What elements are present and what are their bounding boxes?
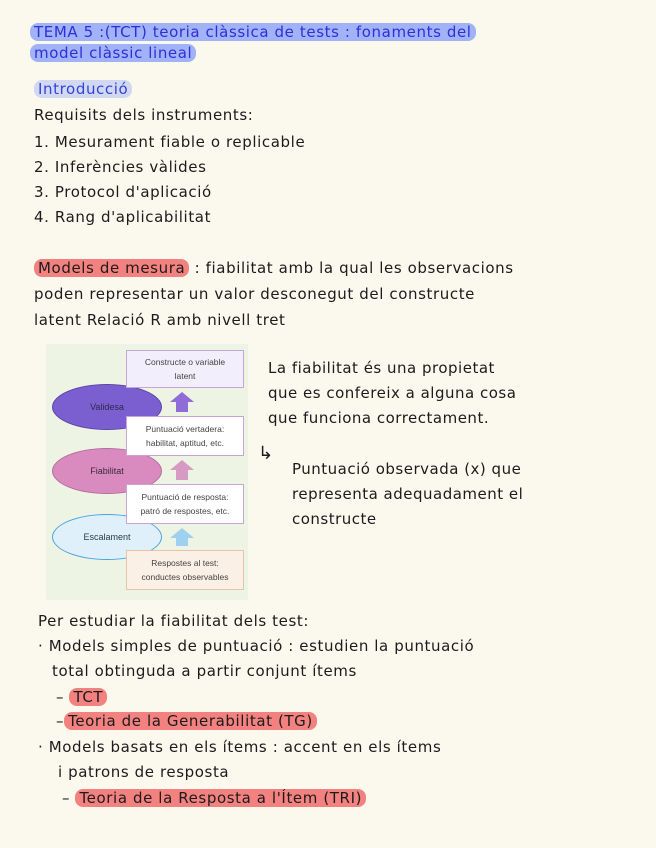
- note-line: representa adequadament el: [292, 485, 524, 503]
- models-line3: latent Relació R amb nivell tret: [34, 311, 286, 329]
- requirement-item: 3. Protocol d'aplicació: [34, 183, 212, 201]
- arrow-stem-icon: [176, 470, 188, 480]
- sub-item: – Teoria de la Resposta a l'Ítem (TRI): [62, 789, 366, 807]
- models-line1: Models de mesura : fiabilitat amb la qual les observacions: [34, 259, 514, 277]
- sub-item: – TCT: [56, 688, 107, 706]
- arrow-up-icon: [170, 392, 194, 402]
- title-line1: TEMA 5 :(TCT) teoria clàssica de tests : fonaments del: [30, 23, 476, 41]
- requirement-item: 1. Mesurament fiable o replicable: [34, 133, 306, 151]
- requirement-item: 4. Rang d'aplicabilitat: [34, 208, 212, 226]
- arrow-up-icon: [170, 460, 194, 470]
- study-heading: Per estudiar la fiabilitat dels test:: [38, 612, 309, 630]
- intro-heading: Introducció: [34, 80, 132, 98]
- box-respostes-test: Respostes al test: conductes observables: [126, 550, 244, 590]
- arrow-stem-icon: [176, 538, 188, 546]
- arrow-up-icon: [170, 528, 194, 538]
- box-puntuacio-resposta: Puntuació de resposta: patró de respostes, etc.: [126, 484, 244, 524]
- sub-item: – Teoria de la Generabilitat (TG): [56, 712, 317, 730]
- ellipse-fiabilitat: Fiabilitat: [52, 448, 162, 494]
- models-line2: poden representar un valor desconegut del constructe: [34, 285, 476, 303]
- arrow-stem-icon: [176, 402, 188, 412]
- box-puntuacio-vertadera: Puntuació vertadera: habilitat, aptitud, etc.: [126, 416, 244, 456]
- ellipse-validesa: Validesa: [52, 384, 162, 430]
- bullet-line: · Models simples de puntuació : estudien la puntuació: [38, 637, 475, 655]
- ellipse-escalament: Escalament: [52, 514, 162, 560]
- bullet-line: · Models basats en els ítems : accent en els ítems: [38, 738, 442, 756]
- requirement-item: 2. Inferències vàlides: [34, 158, 207, 176]
- models-term: Models de mesura: [34, 259, 189, 277]
- bullet-line: i patrons de resposta: [58, 763, 230, 781]
- bullet-line: total obtinguda a partir conjunt ítems: [52, 662, 357, 680]
- measurement-diagram: [46, 344, 248, 600]
- note-line: que funciona correctament.: [268, 409, 490, 427]
- arrow-corner-icon: ↳: [258, 443, 274, 464]
- box-constructe: Constructe o variable latent: [126, 350, 244, 388]
- note-line: que es confereix a alguna cosa: [268, 384, 517, 402]
- note-line: constructe: [292, 510, 377, 528]
- note-line: La fiabilitat és una propietat: [268, 359, 495, 377]
- requirements-heading: Requisits dels instruments:: [34, 106, 254, 124]
- title: [30, 22, 476, 64]
- title-line2: model clàssic lineal: [30, 44, 196, 62]
- note-line: Puntuació observada (x) que: [292, 460, 522, 478]
